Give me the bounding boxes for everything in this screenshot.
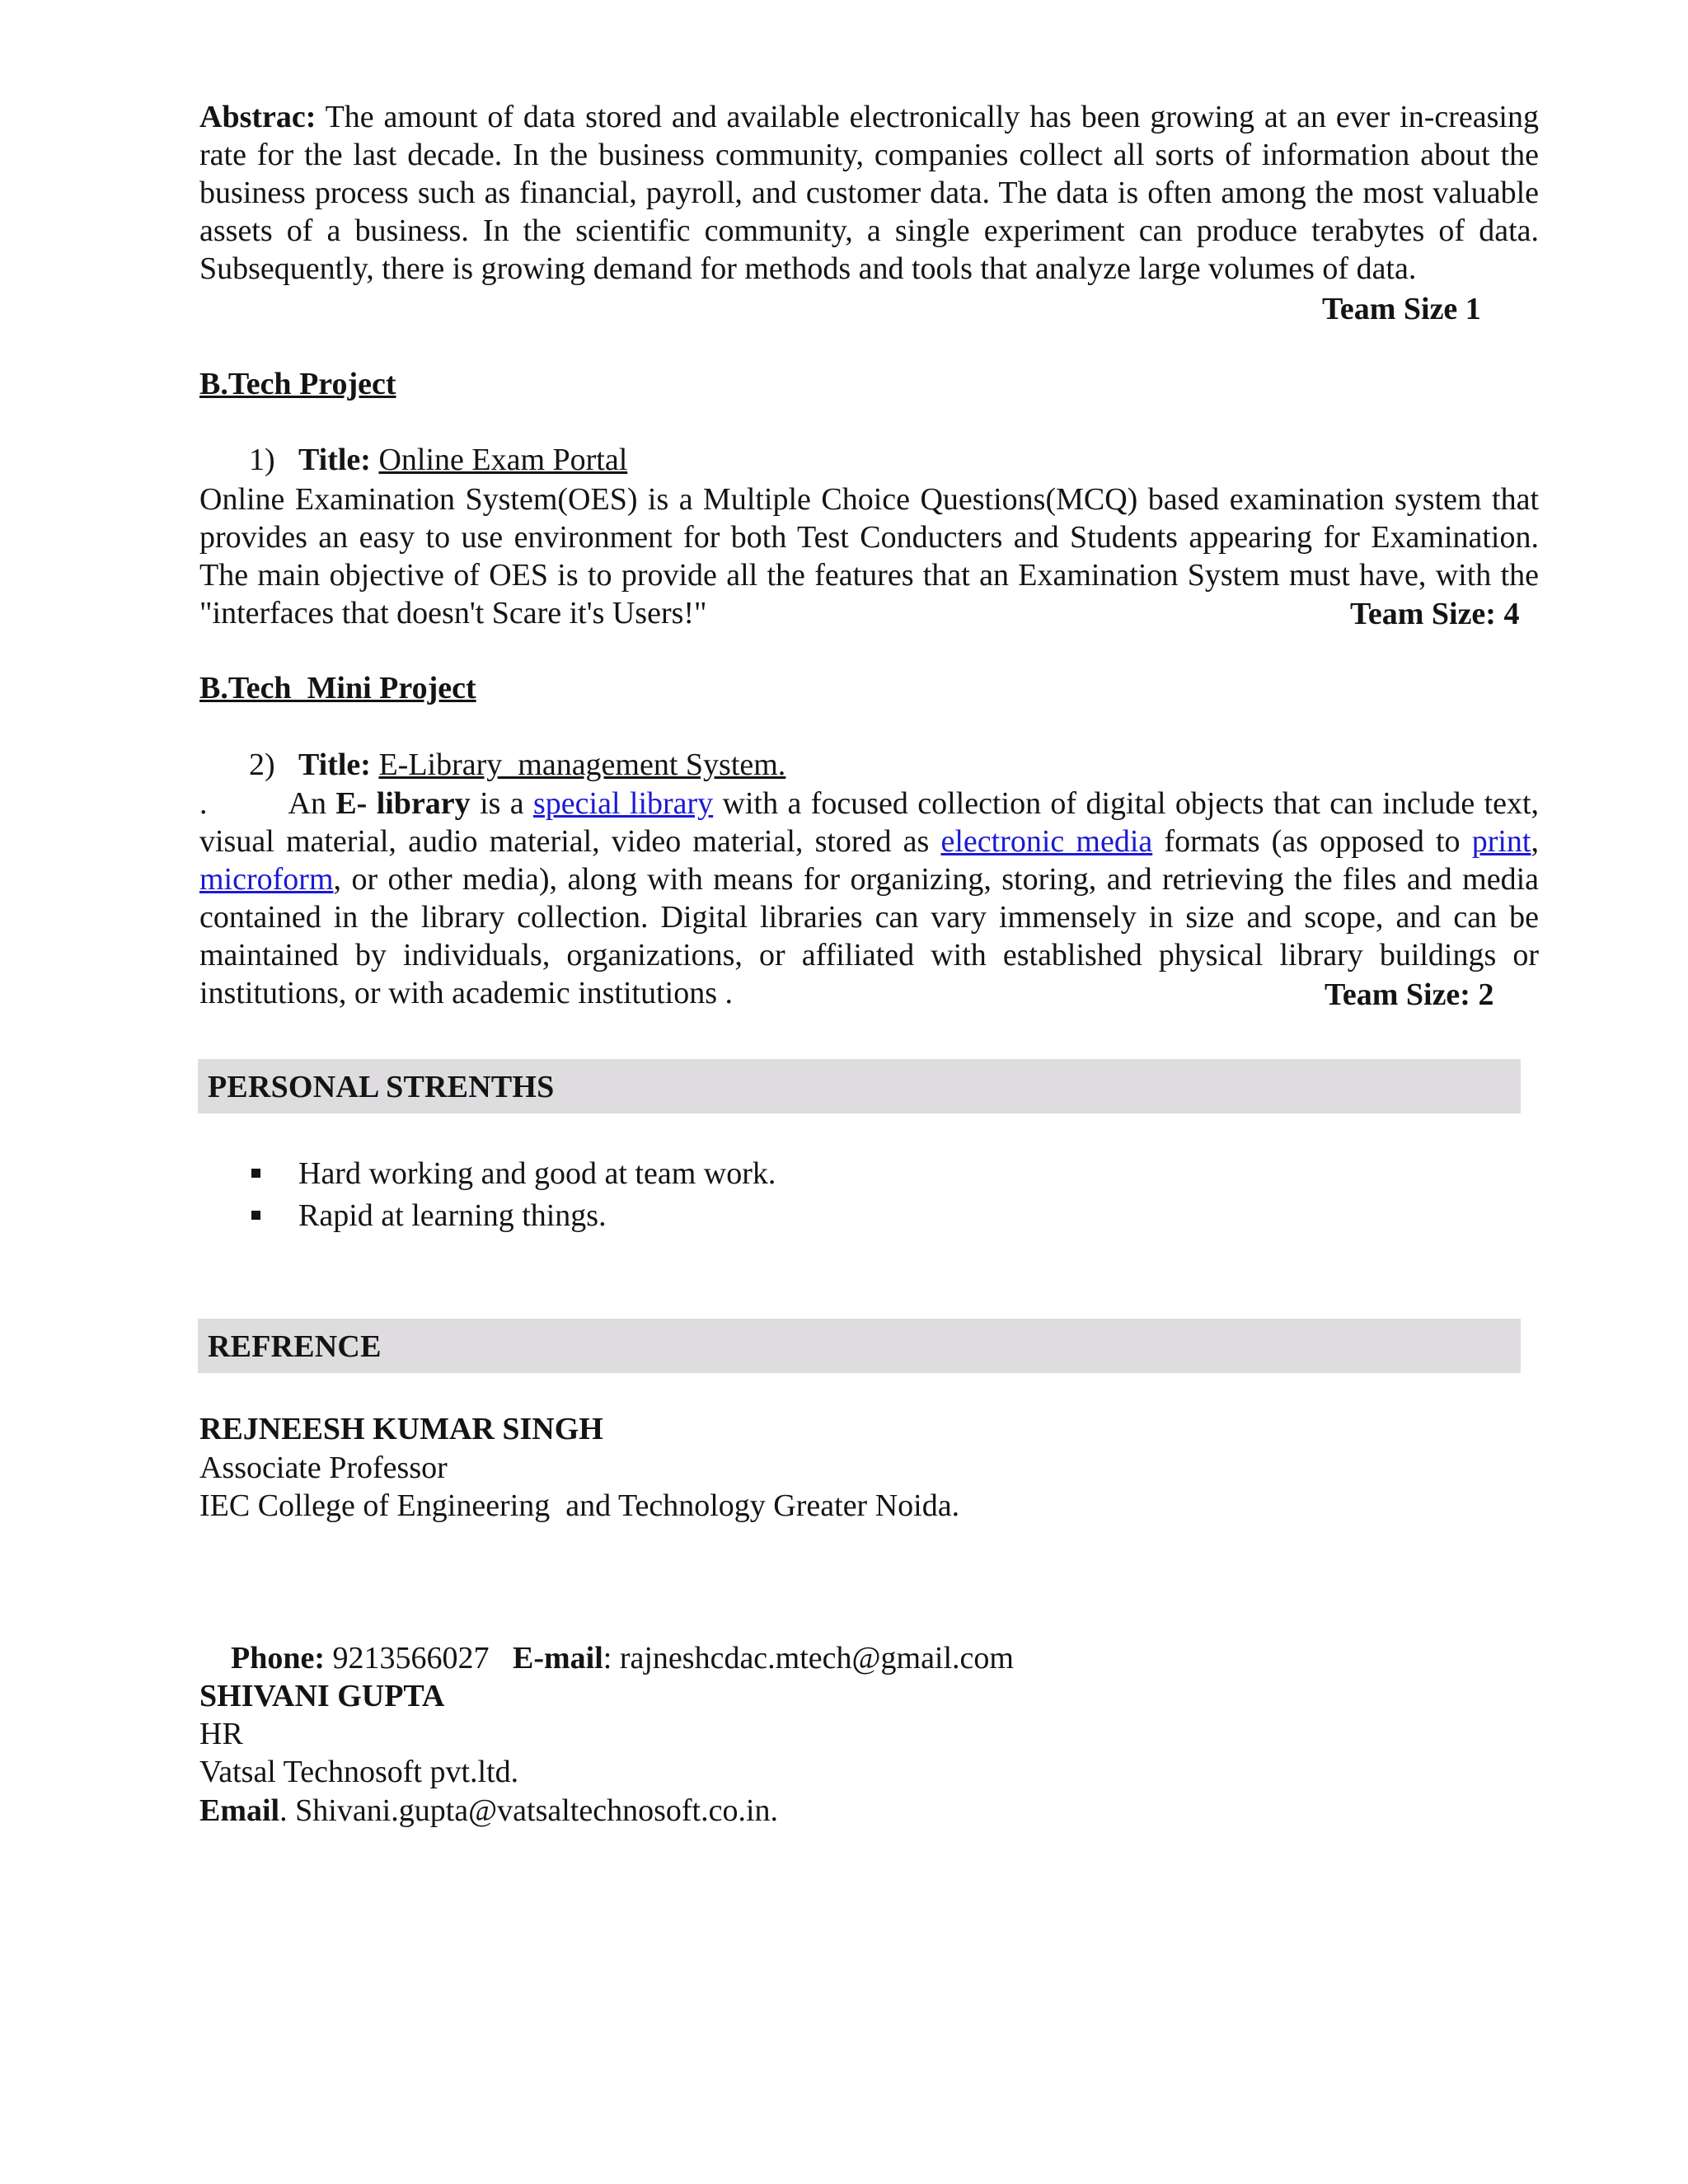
ref-1-email-label: E-mail [513, 1641, 603, 1675]
ref-2-email-label: Email [199, 1793, 280, 1828]
personal-strengths-heading: PERSONAL STRENTHS [208, 1070, 555, 1104]
print-link[interactable]: print [1471, 824, 1531, 859]
personal-strengths-bar [198, 1059, 1521, 1113]
project-1-description: Online Examination System(OES) is a Multiple Choice Questions(MCQ) based examination system that provides an easy to use environment for both Test Conducters and Students appearing for Examination. The main objective of OES is to provide all the features that an Examination System must have, with the "interfaces that doesn't Scare it's Users!" [199, 482, 1539, 630]
ref-1-role: Associate Professor [199, 1451, 448, 1485]
abstract-team-size: Team Size 1 [1322, 292, 1481, 326]
btech-project-heading: B.Tech Project [199, 367, 396, 401]
project-2-title: E-Library management System. [378, 748, 786, 782]
list-item [247, 1153, 776, 1195]
project-2-desc-text: , [1531, 824, 1539, 859]
ref-2-email: . Shivani.gupta@vatsaltechnosoft.co.in. [279, 1793, 779, 1828]
project-1-number: 1) [249, 443, 275, 477]
project-2-desc-text: is a [480, 786, 524, 821]
strength-text: Rapid at learning things. [298, 1198, 607, 1233]
abstract-paragraph [199, 98, 1539, 288]
project-1-title-label: Title: [298, 443, 371, 477]
ref-1-phone-label: Phone: [231, 1641, 325, 1675]
bullet-square-icon [251, 1169, 260, 1178]
special-library-link[interactable]: special library [533, 786, 714, 821]
abstract-text: The amount of data stored and available electronically has been growing at an ever in-creasing rate for the last decade. In the business community, companies collect all sorts of information about the business process such as financial, payroll, and customer data. The data is often among the most valuable assets of a business. In the scientific community, a single experiment can produce terabytes of data. Subsequently, there is growing demand for methods and tools that analyze large volumes of data. [199, 100, 1539, 286]
project-2-desc-text: with a focused collection of digital objects that can include text, visual material, audio material, video material, stored as [199, 786, 1540, 859]
project-2-desc-text: formats (as opposed to [1164, 824, 1461, 859]
strength-text: Hard working and good at team work. [298, 1156, 776, 1191]
electronic-media-link[interactable]: electronic media [940, 824, 1153, 859]
project-2-title-label: Title: [298, 748, 371, 782]
project-1-title-line [249, 442, 627, 478]
project-2-team-size: Team Size: 2 [1325, 977, 1494, 1012]
ref-2-org: Vatsal Technosoft pvt.ltd. [199, 1755, 519, 1789]
project-2-desc-text: , or other media), along with means for organizing, storing, and retrieving the files and media contained in the library collection. Digital libraries can vary immensely in size and scope, and can be maintained by individuals, organizations, or affiliated with established physical library buildings or institutions, or with academic institutions . [199, 862, 1539, 1010]
strengths-list [247, 1153, 776, 1237]
list-item [247, 1195, 776, 1237]
project-2-number: 2) [249, 748, 275, 782]
ref-1-name: REJNEESH KUMAR SINGH [199, 1412, 603, 1446]
reference-heading: REFRENCE [208, 1329, 382, 1364]
ref-2-role: HR [199, 1717, 243, 1751]
mini-project-heading: B.Tech Mini Project [199, 671, 476, 705]
project-1-title: Online Exam Portal [378, 443, 628, 477]
bullet-square-icon [251, 1211, 260, 1220]
ref-2-contact [199, 1792, 778, 1830]
project-2-title-line [249, 747, 785, 783]
ref-1-org: IEC College of Engineering and Technology Greater Noida. [199, 1488, 960, 1523]
project-2-desc-text: An [288, 786, 326, 821]
abstract-label: Abstrac: [199, 100, 316, 134]
ref-2-name: SHIVANI GUPTA [199, 1679, 445, 1713]
project-2-lead-dot: . [199, 786, 208, 821]
reference-bar [198, 1319, 1521, 1373]
microform-link[interactable]: microform [199, 862, 334, 897]
project-1-team-size: Team Size: 4 [1350, 597, 1520, 631]
ref-1-phone: 9213566027 [332, 1641, 490, 1675]
ref-1-email: : rajneshcdac.mtech@gmail.com [603, 1641, 1014, 1675]
e-library-term: E- library [335, 786, 471, 821]
